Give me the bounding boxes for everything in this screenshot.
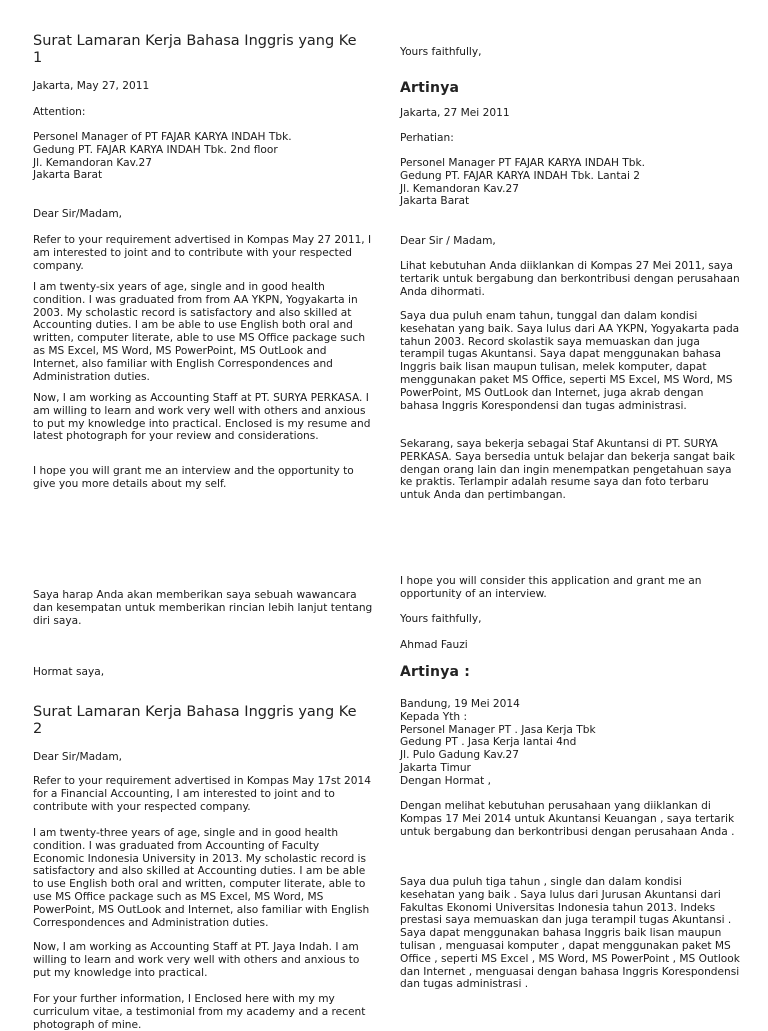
letter-1-closing: Yours faithfully, — [400, 46, 482, 58]
letter-1-address: Personel Manager of PT FAJAR KARYA INDAH Tbk. Gedung PT. FAJAR KARYA INDAH Tbk. 2nd floor Jl. Kemandoran Kav.27 Jakarta Barat — [33, 131, 292, 182]
translation-1-salutation: Dear Sir / Madam, — [400, 235, 496, 247]
letter-1-paragraph-3: Now, I am working as Accounting Staff at PT. SURYA PERKASA. I am willing to learn and work very well with others and anxious to put my knowledge into practical. Enclosed is my resume and latest photograph for your review and considerations. — [33, 392, 371, 443]
letter-1-paragraph-1: Refer to your requirement advertised in Kompas May 27 2011, I am interested to joint and to contribute with your respected company. — [33, 234, 372, 272]
translation-heading-2: Artinya : — [400, 664, 471, 680]
letter-1-attention: Attention: — [33, 106, 86, 118]
translation-1-attention: Perhatian: — [400, 132, 454, 144]
translation-2-paragraph-1: Dengan melihat kebutuhan perusahaan yang diiklankan di Kompas 17 Mei 2014 untuk Akuntansi Keuangan , saya tertarik untuk bergabung dan berkontribusi dengan perusahaan Anda . — [400, 800, 735, 838]
translation-1-paragraph-2: Saya dua puluh enam tahun, tunggal dan dalam kondisi kesehatan yang baik. Saya lulus dari AA YKPN, Yogyakarta pada tahun 2003. Record skolastik saya memuaskan dan juga terampil tugas Akuntansi. Saya dapat menggunakan bahasa Inggris baik lisan maupun tulisan, melek komputer, dapat menggunakan paket MS Office, seperti MS Excel, MS Word, MS PowerPoint, MS OutLook dan Internet, juga akrab dengan bahasa Inggris Korespondensi dan tugas administrasi. — [400, 310, 740, 412]
translation-2-header: Bandung, 19 Mei 2014 Kepada Yth : Personel Manager PT . Jasa Kerja Tbk Gedung PT . Jasa Kerja lantai 4nd Jl. Pulo Gadung Kav.27 Jakarta Timur Dengan Hormat , — [400, 698, 596, 787]
letter-2-salutation: Dear Sir/Madam, — [33, 751, 123, 763]
translation-1-address: Personel Manager PT FAJAR KARYA INDAH Tbk. Gedung PT. FAJAR KARYA INDAH Tbk. Lantai 2 Jl. Kemandoran Kav.27 Jakarta Barat — [400, 157, 645, 208]
translation-2-paragraph-2: Saya dua puluh tiga tahun , single dan dalam kondisi kesehatan yang baik . Saya lulus dari Jurusan Akuntansi dari Fakultas Ekonomi Universitas Indonesia tahun 2013. Indeks prestasi saya memuaskan dan juga terampil tugas Akuntansi . Saya dapat menggunakan bahasa Inggris baik lisan maupun tulisan , menguasai komputer , dapat menggunakan paket MS Office , seperti MS Excel , MS Word, MS PowerPoint , MS Outlook dan Internet , menguasai dengan bahasa Inggris Korespondensi dan tugas administrasi . — [400, 876, 740, 991]
translation-heading: Artinya — [400, 80, 460, 96]
letter-1-paragraph-4: I hope you will grant me an interview and the opportunity to give you more details about my self. — [33, 465, 354, 490]
translation-1-paragraph-3: Sekarang, saya bekerja sebagai Staf Akuntansi di PT. SURYA PERKASA. Saya bersedia untuk belajar dan bekerja sangat baik dengan orang lain dan ingin menempatkan pengetahuan saya ke praktis. Terlampir adalah resume saya dan foto terbaru untuk Anda dan pertimbangan. — [400, 438, 736, 502]
letter-1-paragraph-5: I hope you will consider this application and grant me an opportunity of an interview. — [400, 575, 702, 600]
letter-1-closing-2: Yours faithfully, — [400, 613, 482, 625]
translation-1-closing: Hormat saya, — [33, 666, 105, 678]
document-page-2 — [0, 512, 768, 1031]
translation-1-paragraph-1: Lihat kebutuhan Anda diiklankan di Kompas 27 Mei 2011, saya tertarik untuk bergabung dan berkontribusi dengan perusahaan Anda dihormati. — [400, 260, 740, 298]
letter-1-english-column — [33, 0, 373, 512]
translation-1-date: Jakarta, 27 Mei 2011 — [400, 107, 510, 119]
document-page-1 — [0, 0, 768, 512]
letter-2-title: Surat Lamaran Kerja Bahasa Inggris yang Ke 2 — [33, 704, 357, 737]
signature-name: Ahmad Fauzi — [400, 639, 468, 651]
letter-1-paragraph-2: I am twenty-six years of age, single and in good health condition. I was graduated from from AA YKPN, Yogyakarta in 2003. My scholastic record is satisfactory and also skilled at Accounting duties. I am be able to use English both oral and written, computer literate, able to use MS Office package such as MS Excel, MS Word, MS PowerPoint, MS OutLook and Internet, also familiar with English Correspondences and Administration duties. — [33, 281, 366, 383]
letter-2-paragraph-4: For your further information, I Enclosed here with my my curriculum vitae, a testimonial from my academy and a recent photograph of mine. — [33, 993, 366, 1031]
letter-1-date: Jakarta, May 27, 2011 — [33, 80, 150, 92]
letter-2-paragraph-2: I am twenty-three years of age, single and in good health condition. I was graduated from Accounting of Faculty Economic Indonesia University in 2013. My scholastic record is satisfactory and also skilled at Accounting duties. I am be able to use English both oral and written, computer literate, able to use MS Office package such as MS Excel, MS Word, MS PowerPoint, MS OutLook and Internet, also familiar with English Correspondences and Administration duties. — [33, 827, 370, 929]
letter-2-translation-column — [400, 512, 740, 1024]
letter-2-english-column — [33, 512, 373, 1031]
letter-1-salutation: Dear Sir/Madam, — [33, 208, 123, 220]
translation-1-paragraph-4: Saya harap Anda akan memberikan saya sebuah wawancara dan kesempatan untuk memberikan rincian lebih lanjut tentang diri saya. — [33, 589, 373, 627]
letter-1-translation-column — [400, 0, 740, 512]
letter-2-paragraph-1: Refer to your requirement advertised in Kompas May 17st 2014 for a Financial Accounting, I am interested to joint and to contribute with your respected company. — [33, 775, 371, 813]
letter-1-title: Surat Lamaran Kerja Bahasa Inggris yang Ke 1 — [33, 33, 357, 66]
letter-2-paragraph-3: Now, I am working as Accounting Staff at PT. Jaya Indah. I am willing to learn and work very well with others and anxious to put my knowledge into practical. — [33, 941, 360, 979]
